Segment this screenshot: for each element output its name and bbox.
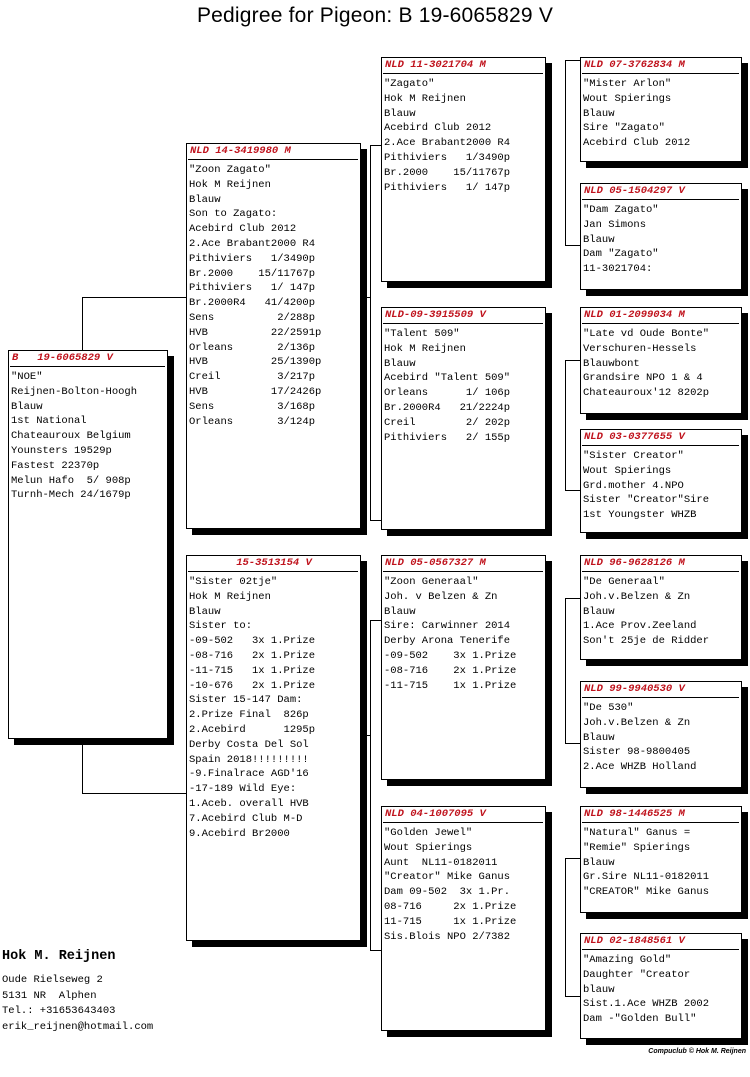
pigeon-card-dam-sire-sire bbox=[580, 555, 742, 660]
detail-line: Creil 2/ 202p bbox=[384, 416, 511, 429]
pigeon-details bbox=[583, 575, 739, 649]
detail-line: HVB 17/2426p bbox=[189, 385, 322, 398]
detail-line: Acebird Club 2012 bbox=[189, 223, 297, 236]
detail-line: blauw bbox=[583, 983, 615, 996]
detail-line: Acebird "Talent 509" bbox=[384, 372, 511, 385]
pigeon-card-subject bbox=[8, 350, 168, 739]
ring-number: NLD 05-1504297 V bbox=[582, 184, 739, 200]
pigeon-card-sire-dam-sire bbox=[580, 307, 742, 414]
detail-line: "Dam Zagato" bbox=[583, 204, 659, 216]
pigeon-card-dam-sire-dam bbox=[580, 681, 742, 788]
detail-line: "Zagato" bbox=[384, 78, 435, 90]
detail-line: Dam "Zagato" bbox=[583, 248, 659, 261]
owner-address: Oude Rielseweg 2 bbox=[2, 974, 103, 986]
detail-line: 1.Aceb. overall HVB bbox=[189, 797, 309, 810]
detail-line: Sister to: bbox=[189, 620, 253, 633]
owner-name: Hok M. Reijnen bbox=[2, 949, 116, 964]
detail-line: "Zoon Generaal" bbox=[384, 576, 479, 588]
detail-line: Sire: Carwinner 2014 bbox=[384, 620, 511, 633]
detail-line: "Creator" Mike Ganus bbox=[384, 871, 511, 884]
ring-number: NLD 98-1446525 M bbox=[582, 807, 739, 823]
pigeon-details bbox=[189, 575, 358, 841]
pigeon-details bbox=[384, 77, 543, 195]
detail-line: 1st National bbox=[11, 415, 87, 428]
detail-line: Blauw bbox=[583, 856, 615, 869]
detail-line: Acebird Club 2012 bbox=[583, 137, 691, 150]
pigeon-details bbox=[384, 575, 543, 693]
detail-line: "NOE" bbox=[11, 371, 43, 383]
pigeon-details bbox=[11, 370, 165, 503]
ring-number: NLD 04-1007095 V bbox=[383, 807, 543, 823]
detail-line: Grd.mother 4.NPO bbox=[583, 479, 684, 492]
detail-line: Spain 2018!!!!!!!!! bbox=[189, 753, 309, 766]
detail-line: Reijnen-Bolton-Hoogh bbox=[11, 385, 138, 398]
ring-number: 15-3513154 V bbox=[188, 556, 358, 572]
detail-line: Sist.1.Ace WHZB 2002 bbox=[583, 998, 710, 1011]
connector-line bbox=[565, 858, 581, 859]
detail-line: Melun Hafo 5/ 908p bbox=[11, 474, 131, 487]
detail-line: Dam 09-502 3x 1.Pr. bbox=[384, 886, 511, 899]
detail-line: Joh.v.Belzen & Zn bbox=[583, 590, 691, 603]
detail-line: -09-502 3x 1.Prize bbox=[189, 635, 316, 648]
connector-line bbox=[82, 297, 83, 350]
detail-line: "Natural" Ganus = bbox=[583, 827, 691, 839]
detail-line: 7.Acebird Club M-D bbox=[189, 812, 303, 825]
detail-line: Hok M Reijnen bbox=[384, 342, 466, 355]
detail-line: Sens 3/168p bbox=[189, 400, 316, 413]
detail-line: "Late vd Oude Bonte" bbox=[583, 328, 710, 340]
pigeon-card-sire-sire bbox=[381, 57, 546, 282]
ring-number: NLD 99-9940530 V bbox=[582, 682, 739, 698]
pigeon-details bbox=[189, 163, 358, 429]
detail-line: Sister 98-9800405 bbox=[583, 746, 691, 759]
detail-line: 2.Ace Brabant2000 R4 bbox=[189, 237, 316, 250]
detail-line: "CREATOR" Mike Ganus bbox=[583, 886, 710, 899]
detail-line: Sister 15-147 Dam: bbox=[189, 694, 303, 707]
connector-line bbox=[361, 735, 370, 736]
pigeon-card-dam-sire bbox=[381, 555, 546, 780]
pigeon-details bbox=[384, 826, 543, 944]
detail-line: Gr.Sire NL11-0182011 bbox=[583, 871, 710, 884]
detail-line: Blauw bbox=[189, 193, 221, 206]
detail-line: 1st Youngster WHZB bbox=[583, 509, 697, 522]
connector-line bbox=[565, 996, 581, 997]
detail-line: Joh.v.Belzen & Zn bbox=[583, 716, 691, 729]
detail-line: Pithiviers 2/ 155p bbox=[384, 431, 511, 444]
detail-line: Blauw bbox=[384, 605, 416, 618]
detail-line: Son to Zagato: bbox=[189, 208, 278, 221]
ring-number: NLD 11-3021704 M bbox=[383, 58, 543, 74]
detail-line: Blauw bbox=[583, 233, 615, 246]
pigeon-card-dam-dam-sire bbox=[580, 806, 742, 913]
detail-line: Blauwbont bbox=[583, 357, 640, 370]
detail-line: 9.Acebird Br2000 bbox=[189, 827, 290, 840]
detail-line: Orleans 2/136p bbox=[189, 341, 316, 354]
owner-email: erik_reijnen@hotmail.com bbox=[2, 1020, 154, 1033]
detail-line: Verschuren-Hessels bbox=[583, 342, 697, 355]
connector-line bbox=[565, 360, 581, 361]
detail-line: Younsters 19529p bbox=[11, 444, 112, 457]
detail-line: HVB 22/2591p bbox=[189, 326, 322, 339]
detail-line: Orleans 3/124p bbox=[189, 415, 316, 428]
detail-line: Derby Costa Del Sol bbox=[189, 738, 309, 751]
pigeon-details bbox=[583, 327, 739, 401]
connector-line bbox=[565, 858, 566, 996]
footer-credit: Compuclub © Hok M. Reijnen bbox=[648, 1048, 746, 1055]
owner-phone: Tel.: +31653643403 bbox=[2, 1005, 116, 1017]
connector-line bbox=[565, 60, 566, 245]
detail-line: -08-716 2x 1.Prize bbox=[384, 664, 517, 677]
detail-line: 11-715 1x 1.Prize bbox=[384, 915, 517, 928]
pigeon-card-sire bbox=[186, 143, 361, 529]
detail-line: Grandsire NPO 1 & 4 bbox=[583, 372, 703, 385]
detail-line: Jan Simons bbox=[583, 218, 647, 231]
detail-line: Br.2000R4 41/4200p bbox=[189, 297, 316, 310]
connector-line bbox=[565, 490, 581, 491]
connector-line bbox=[565, 598, 566, 743]
detail-line: Acebird Club 2012 bbox=[384, 122, 492, 135]
detail-line: Blauw bbox=[384, 357, 416, 370]
pigeon-details bbox=[583, 203, 739, 277]
pigeon-card-sire-sire-sire bbox=[580, 57, 742, 162]
detail-line: "Amazing Gold" bbox=[583, 954, 672, 966]
connector-line bbox=[565, 743, 581, 744]
detail-line: "De Generaal" bbox=[583, 576, 665, 588]
detail-line: Blauw bbox=[583, 731, 615, 744]
detail-line: -9.Finalrace AGD'16 bbox=[189, 768, 309, 781]
detail-line: Pithiviers 1/3490p bbox=[189, 252, 316, 265]
owner-city: 5131 NR Alphen bbox=[2, 989, 97, 1002]
detail-line: -11-715 1x 1.Prize bbox=[189, 664, 316, 677]
pigeon-details bbox=[583, 953, 739, 1027]
connector-line bbox=[370, 620, 371, 950]
detail-line: Daughter "Creator bbox=[583, 968, 691, 981]
pigeon-card-sire-sire-dam bbox=[580, 183, 742, 290]
detail-line: Aunt NL11-0182011 bbox=[384, 856, 498, 869]
detail-line: 2.Prize Final 826p bbox=[189, 709, 309, 722]
detail-line: Son't 25je de Ridder bbox=[583, 635, 710, 648]
pigeon-card-sire-dam bbox=[381, 307, 546, 530]
ring-number: NLD 07-3762834 M bbox=[582, 58, 739, 74]
connector-line bbox=[82, 297, 188, 298]
detail-line: -17-189 Wild Eye: bbox=[189, 783, 297, 796]
ring-number: NLD 14-3419980 M bbox=[188, 144, 358, 160]
detail-line: Br.2000R4 21/2224p bbox=[384, 401, 511, 414]
connector-line bbox=[565, 245, 581, 246]
detail-line: Wout Spierings bbox=[583, 92, 672, 105]
detail-line: 2.Ace WHZB Holland bbox=[583, 761, 697, 774]
connector-line bbox=[82, 793, 188, 794]
ring-number: NLD 05-0567327 M bbox=[383, 556, 543, 572]
connector-line bbox=[565, 360, 566, 490]
ring-number: NLD 96-9628126 M bbox=[582, 556, 739, 572]
connector-line bbox=[82, 739, 83, 793]
detail-line: "Zoon Zagato" bbox=[189, 164, 271, 176]
detail-line: 2.Acebird 1295p bbox=[189, 723, 316, 736]
detail-line: Orleans 1/ 106p bbox=[384, 387, 511, 400]
detail-line: -09-502 3x 1.Prize bbox=[384, 649, 517, 662]
detail-line: 11-3021704: bbox=[583, 263, 653, 276]
pigeon-details bbox=[583, 449, 739, 523]
page-title: Pedigree for Pigeon: B 19-6065829 V bbox=[196, 4, 554, 27]
detail-line: "Golden Jewel" bbox=[384, 827, 473, 839]
detail-line: Hok M Reijnen bbox=[189, 178, 271, 191]
detail-line: Pithiviers 1/3490p bbox=[384, 151, 511, 164]
detail-line: "Talent 509" bbox=[384, 328, 460, 340]
detail-line: Sire "Zagato" bbox=[583, 122, 665, 135]
detail-line: "De 530" bbox=[583, 702, 634, 714]
detail-line: Chateauroux'12 8202p bbox=[583, 387, 710, 400]
pigeon-card-dam-dam-dam bbox=[580, 933, 742, 1039]
detail-line: Pithiviers 1/ 147p bbox=[189, 282, 316, 295]
connector-line bbox=[361, 297, 370, 298]
detail-line: Sens 2/288p bbox=[189, 311, 316, 324]
detail-line: Blauw bbox=[189, 605, 221, 618]
detail-line: Blauw bbox=[583, 107, 615, 120]
owner-info bbox=[2, 948, 153, 1035]
detail-line: Chateauroux Belgium bbox=[11, 430, 131, 443]
ring-number: NLD 02-1848561 V bbox=[582, 934, 739, 950]
connector-line bbox=[370, 145, 371, 520]
detail-line: -11-715 1x 1.Prize bbox=[384, 679, 517, 692]
detail-line: Wout Spierings bbox=[384, 841, 473, 854]
ring-number: NLD 01-2099034 M bbox=[582, 308, 739, 324]
detail-line: Turnh-Mech 24/1679p bbox=[11, 489, 131, 502]
ring-number: NLD-09-3915509 V bbox=[383, 308, 543, 324]
detail-line: Creil 3/217p bbox=[189, 371, 316, 384]
pigeon-card-sire-dam-dam bbox=[580, 429, 742, 533]
ring-number: NLD 03-0377655 V bbox=[582, 430, 739, 446]
detail-line: Derby Arona Tenerife bbox=[384, 635, 511, 648]
detail-line: Blauw bbox=[11, 400, 43, 413]
detail-line: "Mister Arlon" bbox=[583, 78, 672, 90]
detail-line: Fastest 22370p bbox=[11, 459, 100, 472]
detail-line: Hok M Reijnen bbox=[384, 92, 466, 105]
detail-line: 1.Ace Prov.Zeeland bbox=[583, 620, 697, 633]
detail-line: Br.2000 15/11767p bbox=[189, 267, 316, 280]
detail-line: Dam -"Golden Bull" bbox=[583, 1013, 697, 1026]
pigeon-details bbox=[583, 701, 739, 775]
connector-line bbox=[565, 60, 581, 61]
detail-line: -08-716 2x 1.Prize bbox=[189, 649, 316, 662]
detail-line: Hok M Reijnen bbox=[189, 590, 271, 603]
detail-line: "Remie" Spierings bbox=[583, 841, 691, 854]
pigeon-details bbox=[384, 327, 543, 445]
detail-line: 2.Ace Brabant2000 R4 bbox=[384, 137, 511, 150]
detail-line: Blauw bbox=[384, 107, 416, 120]
connector-line bbox=[565, 598, 581, 599]
pigeon-details bbox=[583, 826, 739, 900]
pigeon-card-dam-dam bbox=[381, 806, 546, 1031]
detail-line: 08-716 2x 1.Prize bbox=[384, 900, 517, 913]
pigeon-details bbox=[583, 77, 739, 151]
detail-line: Sister "Creator"Sire bbox=[583, 494, 710, 507]
detail-line: Joh. v Belzen & Zn bbox=[384, 590, 498, 603]
detail-line: "Sister 02tje" bbox=[189, 576, 278, 588]
detail-line: Wout Spierings bbox=[583, 464, 672, 477]
detail-line: Sis.Blois NPO 2/7382 bbox=[384, 930, 511, 943]
detail-line: "Sister Creator" bbox=[583, 450, 684, 462]
ring-number: B 19-6065829 V bbox=[10, 351, 165, 367]
detail-line: Pithiviers 1/ 147p bbox=[384, 181, 511, 194]
detail-line: HVB 25/1390p bbox=[189, 356, 322, 369]
pigeon-card-dam bbox=[186, 555, 361, 941]
detail-line: -10-676 2x 1.Prize bbox=[189, 679, 316, 692]
detail-line: Br.2000 15/11767p bbox=[384, 166, 511, 179]
detail-line: Blauw bbox=[583, 605, 615, 618]
